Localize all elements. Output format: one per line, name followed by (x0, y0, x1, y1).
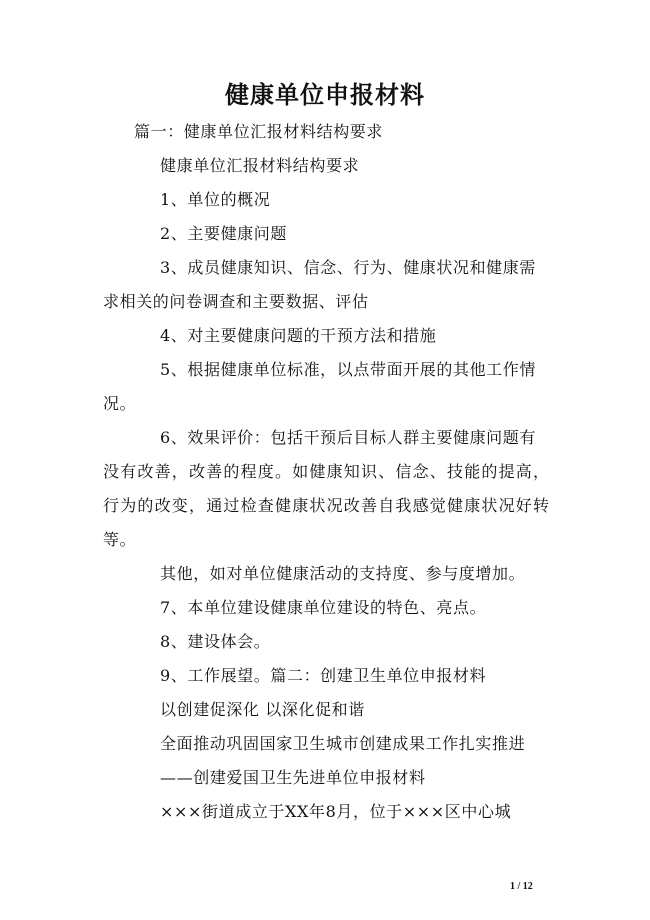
paragraph-line: 况。 (103, 394, 137, 413)
list-item: 3、成员健康知识、信念、行为、健康状况和健康需 (160, 258, 536, 277)
list-item: 1、单位的概况 (160, 190, 271, 209)
list-item: 5、根据健康单位标准，以点带面开展的其他工作情 (160, 360, 536, 379)
list-item: 8、建设体会。 (160, 632, 271, 651)
paragraph-line: 没有改善，改善的程度。如健康知识、信念、技能的提高， (103, 462, 551, 481)
paragraph-line: ×××街道成立于XX年8月，位于×××区中心城 (160, 802, 512, 821)
paragraph-line: 全面推动巩固国家卫生城市创建成果工作扎实推进 (160, 734, 526, 753)
page-number: 1 / 12 (510, 881, 533, 892)
paragraph-line: 等。 (103, 530, 137, 549)
list-item: 2、主要健康问题 (160, 224, 287, 243)
section-heading: 篇一：健康单位汇报材料结构要求 (134, 122, 384, 141)
list-item: 7、本单位建设健康单位建设的特色、亮点。 (160, 598, 487, 617)
paragraph-line: 其他，如对单位健康活动的支持度、参与度增加。 (160, 564, 526, 583)
document-title: 健康单位申报材料 (225, 80, 425, 109)
paragraph-line: 行为的改变，通过检查健康状况改善自我感觉健康状况好转 (103, 496, 551, 515)
paragraph-line: 健康单位汇报材料结构要求 (160, 156, 360, 175)
paragraph-line: 以创建促深化 以深化促和谐 (160, 700, 365, 719)
paragraph-line: 求相关的问卷调查和主要数据、评估 (103, 292, 369, 311)
list-item: 9、工作展望。篇二：创建卫生单位申报材料 (160, 666, 487, 685)
list-item: 4、对主要健康问题的干预方法和措施 (160, 326, 437, 345)
list-item: 6、效果评价：包括干预后目标人群主要健康问题有 (160, 428, 536, 447)
paragraph-line: ——创建爱国卫生先进单位申报材料 (160, 768, 426, 787)
